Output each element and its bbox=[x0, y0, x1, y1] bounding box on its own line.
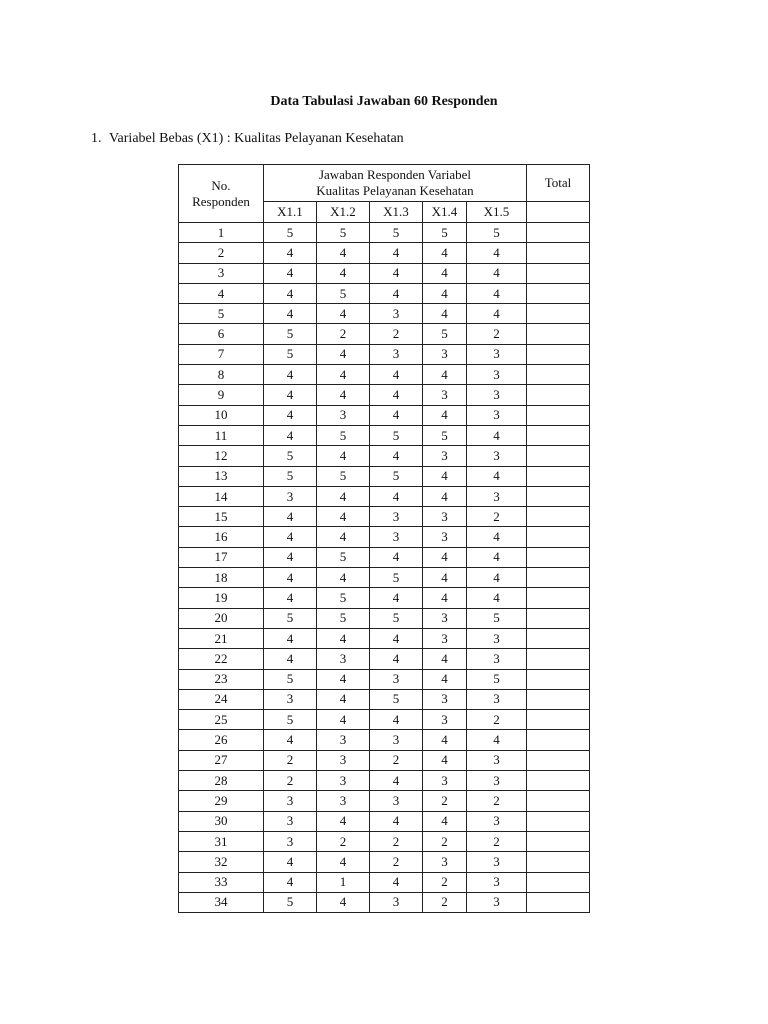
cell-total bbox=[527, 872, 590, 892]
cell-respondent-no: 4 bbox=[179, 283, 264, 303]
cell-x1-4: 2 bbox=[423, 791, 467, 811]
cell-respondent-no: 31 bbox=[179, 831, 264, 851]
cell-total bbox=[527, 425, 590, 445]
cell-respondent-no: 7 bbox=[179, 344, 264, 364]
table-row bbox=[179, 730, 590, 750]
section-title: Variabel Bebas (X1) : Kualitas Pelayanan Kesehatan bbox=[109, 131, 404, 146]
cell-x1-1: 5 bbox=[264, 344, 317, 364]
cell-x1-4: 4 bbox=[423, 283, 467, 303]
cell-x1-2: 4 bbox=[317, 527, 370, 547]
cell-x1-5: 3 bbox=[467, 344, 527, 364]
cell-x1-3: 3 bbox=[370, 304, 423, 324]
cell-x1-5: 4 bbox=[467, 263, 527, 283]
cell-x1-3: 4 bbox=[370, 811, 423, 831]
table-row bbox=[179, 588, 590, 608]
header-col-x1-3: X1.3 bbox=[370, 202, 423, 223]
cell-x1-4: 3 bbox=[423, 527, 467, 547]
cell-x1-5: 3 bbox=[467, 689, 527, 709]
header-group-line2: Kualitas Pelayanan Kesehatan bbox=[316, 183, 474, 198]
cell-x1-5: 4 bbox=[467, 730, 527, 750]
table-row bbox=[179, 628, 590, 648]
cell-respondent-no: 28 bbox=[179, 771, 264, 791]
cell-respondent-no: 17 bbox=[179, 547, 264, 567]
cell-x1-3: 4 bbox=[370, 547, 423, 567]
cell-x1-5: 3 bbox=[467, 750, 527, 770]
cell-x1-3: 4 bbox=[370, 872, 423, 892]
cell-x1-5: 3 bbox=[467, 811, 527, 831]
table-row bbox=[179, 223, 590, 243]
cell-x1-5: 3 bbox=[467, 385, 527, 405]
cell-x1-2: 4 bbox=[317, 446, 370, 466]
table-row bbox=[179, 811, 590, 831]
cell-x1-2: 4 bbox=[317, 304, 370, 324]
cell-total bbox=[527, 588, 590, 608]
cell-total bbox=[527, 507, 590, 527]
table-row bbox=[179, 750, 590, 770]
cell-x1-3: 2 bbox=[370, 750, 423, 770]
cell-respondent-no: 16 bbox=[179, 527, 264, 547]
table-row bbox=[179, 669, 590, 689]
cell-x1-5: 3 bbox=[467, 486, 527, 506]
cell-x1-3: 4 bbox=[370, 649, 423, 669]
cell-x1-2: 3 bbox=[317, 649, 370, 669]
cell-x1-1: 5 bbox=[264, 710, 317, 730]
cell-x1-1: 4 bbox=[264, 527, 317, 547]
cell-x1-4: 4 bbox=[423, 486, 467, 506]
cell-x1-2: 5 bbox=[317, 425, 370, 445]
cell-respondent-no: 3 bbox=[179, 263, 264, 283]
cell-x1-3: 4 bbox=[370, 365, 423, 385]
cell-total bbox=[527, 365, 590, 385]
table-row bbox=[179, 791, 590, 811]
table-row bbox=[179, 304, 590, 324]
cell-x1-3: 3 bbox=[370, 507, 423, 527]
cell-total bbox=[527, 771, 590, 791]
cell-total bbox=[527, 608, 590, 628]
cell-x1-1: 5 bbox=[264, 466, 317, 486]
cell-x1-2: 4 bbox=[317, 669, 370, 689]
cell-x1-4: 3 bbox=[423, 771, 467, 791]
cell-total bbox=[527, 791, 590, 811]
cell-x1-2: 3 bbox=[317, 791, 370, 811]
responses-table bbox=[178, 164, 590, 913]
cell-x1-4: 4 bbox=[423, 730, 467, 750]
cell-x1-2: 4 bbox=[317, 385, 370, 405]
cell-total bbox=[527, 568, 590, 588]
cell-x1-1: 4 bbox=[264, 283, 317, 303]
cell-total bbox=[527, 243, 590, 263]
cell-x1-1: 5 bbox=[264, 446, 317, 466]
cell-x1-4: 4 bbox=[423, 811, 467, 831]
cell-total bbox=[527, 223, 590, 243]
cell-x1-1: 4 bbox=[264, 852, 317, 872]
cell-x1-5: 3 bbox=[467, 365, 527, 385]
cell-x1-5: 3 bbox=[467, 405, 527, 425]
table-row bbox=[179, 892, 590, 912]
cell-respondent-no: 20 bbox=[179, 608, 264, 628]
cell-x1-5: 3 bbox=[467, 872, 527, 892]
cell-x1-5: 4 bbox=[467, 283, 527, 303]
cell-x1-3: 2 bbox=[370, 831, 423, 851]
header-col-x1-1: X1.1 bbox=[264, 202, 317, 223]
cell-x1-3: 5 bbox=[370, 425, 423, 445]
header-col-x1-5: X1.5 bbox=[467, 202, 527, 223]
cell-x1-2: 3 bbox=[317, 771, 370, 791]
cell-total bbox=[527, 750, 590, 770]
cell-x1-5: 2 bbox=[467, 791, 527, 811]
cell-x1-3: 5 bbox=[370, 568, 423, 588]
cell-x1-1: 4 bbox=[264, 507, 317, 527]
cell-x1-3: 4 bbox=[370, 771, 423, 791]
cell-x1-1: 5 bbox=[264, 608, 317, 628]
header-respondent-no-line2: Responden bbox=[192, 193, 250, 209]
table-row bbox=[179, 649, 590, 669]
table-row bbox=[179, 568, 590, 588]
cell-x1-2: 4 bbox=[317, 811, 370, 831]
cell-x1-4: 3 bbox=[423, 852, 467, 872]
cell-x1-5: 2 bbox=[467, 710, 527, 730]
cell-total bbox=[527, 263, 590, 283]
cell-x1-5: 3 bbox=[467, 771, 527, 791]
cell-x1-4: 4 bbox=[423, 466, 467, 486]
cell-x1-1: 4 bbox=[264, 649, 317, 669]
cell-x1-4: 5 bbox=[423, 425, 467, 445]
table-row bbox=[179, 852, 590, 872]
cell-total bbox=[527, 283, 590, 303]
cell-x1-1: 4 bbox=[264, 588, 317, 608]
cell-total bbox=[527, 304, 590, 324]
cell-x1-2: 4 bbox=[317, 710, 370, 730]
cell-respondent-no: 9 bbox=[179, 385, 264, 405]
table-row bbox=[179, 344, 590, 364]
cell-respondent-no: 8 bbox=[179, 365, 264, 385]
cell-respondent-no: 5 bbox=[179, 304, 264, 324]
cell-x1-2: 1 bbox=[317, 872, 370, 892]
cell-x1-4: 3 bbox=[423, 385, 467, 405]
cell-x1-3: 3 bbox=[370, 892, 423, 912]
cell-x1-1: 4 bbox=[264, 243, 317, 263]
cell-x1-2: 4 bbox=[317, 243, 370, 263]
cell-total bbox=[527, 628, 590, 648]
cell-x1-3: 4 bbox=[370, 263, 423, 283]
cell-respondent-no: 2 bbox=[179, 243, 264, 263]
cell-total bbox=[527, 669, 590, 689]
cell-total bbox=[527, 831, 590, 851]
cell-respondent-no: 13 bbox=[179, 466, 264, 486]
cell-respondent-no: 1 bbox=[179, 223, 264, 243]
cell-x1-4: 4 bbox=[423, 649, 467, 669]
cell-x1-5: 4 bbox=[467, 527, 527, 547]
cell-x1-5: 3 bbox=[467, 892, 527, 912]
cell-x1-3: 4 bbox=[370, 710, 423, 730]
table-row bbox=[179, 507, 590, 527]
cell-x1-4: 2 bbox=[423, 892, 467, 912]
cell-respondent-no: 14 bbox=[179, 486, 264, 506]
cell-total bbox=[527, 466, 590, 486]
table-row bbox=[179, 710, 590, 730]
cell-x1-3: 4 bbox=[370, 588, 423, 608]
cell-x1-5: 4 bbox=[467, 547, 527, 567]
cell-x1-2: 5 bbox=[317, 547, 370, 567]
cell-x1-3: 4 bbox=[370, 243, 423, 263]
cell-respondent-no: 21 bbox=[179, 628, 264, 648]
cell-total bbox=[527, 527, 590, 547]
cell-x1-2: 4 bbox=[317, 892, 370, 912]
header-col-x1-2: X1.2 bbox=[317, 202, 370, 223]
cell-total bbox=[527, 405, 590, 425]
table-row bbox=[179, 527, 590, 547]
cell-x1-1: 3 bbox=[264, 811, 317, 831]
cell-x1-2: 5 bbox=[317, 588, 370, 608]
cell-respondent-no: 25 bbox=[179, 710, 264, 730]
cell-respondent-no: 6 bbox=[179, 324, 264, 344]
cell-x1-2: 4 bbox=[317, 628, 370, 648]
total-blank-cell bbox=[527, 202, 590, 223]
cell-x1-1: 5 bbox=[264, 892, 317, 912]
cell-total bbox=[527, 446, 590, 466]
cell-x1-3: 4 bbox=[370, 283, 423, 303]
cell-x1-5: 3 bbox=[467, 852, 527, 872]
cell-total bbox=[527, 547, 590, 567]
cell-x1-4: 5 bbox=[423, 223, 467, 243]
cell-x1-3: 3 bbox=[370, 344, 423, 364]
cell-respondent-no: 26 bbox=[179, 730, 264, 750]
cell-x1-2: 3 bbox=[317, 750, 370, 770]
cell-respondent-no: 30 bbox=[179, 811, 264, 831]
cell-x1-3: 2 bbox=[370, 324, 423, 344]
cell-respondent-no: 32 bbox=[179, 852, 264, 872]
cell-x1-4: 4 bbox=[423, 588, 467, 608]
cell-x1-5: 3 bbox=[467, 446, 527, 466]
cell-x1-1: 4 bbox=[264, 872, 317, 892]
table-row bbox=[179, 425, 590, 445]
cell-x1-1: 4 bbox=[264, 405, 317, 425]
cell-x1-2: 3 bbox=[317, 730, 370, 750]
cell-x1-2: 5 bbox=[317, 608, 370, 628]
table-row bbox=[179, 872, 590, 892]
cell-x1-5: 5 bbox=[467, 669, 527, 689]
cell-respondent-no: 19 bbox=[179, 588, 264, 608]
header-respondent-no-line1: No. bbox=[211, 177, 231, 193]
cell-x1-2: 4 bbox=[317, 486, 370, 506]
cell-x1-4: 3 bbox=[423, 689, 467, 709]
cell-x1-5: 4 bbox=[467, 568, 527, 588]
header-variable-group bbox=[264, 165, 527, 202]
cell-x1-2: 2 bbox=[317, 324, 370, 344]
cell-x1-4: 4 bbox=[423, 568, 467, 588]
cell-x1-2: 4 bbox=[317, 344, 370, 364]
cell-total bbox=[527, 892, 590, 912]
cell-x1-1: 2 bbox=[264, 771, 317, 791]
cell-total bbox=[527, 852, 590, 872]
table-row bbox=[179, 831, 590, 851]
cell-total bbox=[527, 385, 590, 405]
cell-x1-5: 4 bbox=[467, 588, 527, 608]
table-row bbox=[179, 243, 590, 263]
cell-x1-4: 4 bbox=[423, 547, 467, 567]
cell-x1-3: 4 bbox=[370, 446, 423, 466]
cell-x1-2: 3 bbox=[317, 405, 370, 425]
cell-x1-4: 4 bbox=[423, 750, 467, 770]
cell-x1-5: 2 bbox=[467, 831, 527, 851]
cell-x1-3: 3 bbox=[370, 791, 423, 811]
cell-respondent-no: 23 bbox=[179, 669, 264, 689]
cell-x1-4: 5 bbox=[423, 324, 467, 344]
cell-x1-3: 5 bbox=[370, 608, 423, 628]
cell-x1-1: 5 bbox=[264, 223, 317, 243]
cell-x1-3: 2 bbox=[370, 852, 423, 872]
cell-respondent-no: 12 bbox=[179, 446, 264, 466]
cell-x1-2: 4 bbox=[317, 507, 370, 527]
cell-total bbox=[527, 710, 590, 730]
section-number: 1. bbox=[91, 131, 102, 146]
table-row bbox=[179, 405, 590, 425]
cell-x1-1: 3 bbox=[264, 689, 317, 709]
cell-x1-4: 3 bbox=[423, 710, 467, 730]
cell-x1-3: 3 bbox=[370, 730, 423, 750]
cell-respondent-no: 33 bbox=[179, 872, 264, 892]
cell-respondent-no: 18 bbox=[179, 568, 264, 588]
cell-x1-5: 5 bbox=[467, 608, 527, 628]
cell-x1-1: 4 bbox=[264, 263, 317, 283]
table-row bbox=[179, 283, 590, 303]
cell-respondent-no: 15 bbox=[179, 507, 264, 527]
cell-x1-3: 4 bbox=[370, 405, 423, 425]
cell-x1-4: 3 bbox=[423, 446, 467, 466]
cell-x1-3: 3 bbox=[370, 527, 423, 547]
cell-total bbox=[527, 649, 590, 669]
header-col-x1-4: X1.4 bbox=[423, 202, 467, 223]
document-title: Data Tabulasi Jawaban 60 Responden bbox=[270, 94, 498, 109]
table-row bbox=[179, 547, 590, 567]
cell-x1-1: 4 bbox=[264, 730, 317, 750]
cell-total bbox=[527, 811, 590, 831]
header-respondent-no bbox=[179, 165, 264, 223]
table-row bbox=[179, 385, 590, 405]
cell-x1-1: 2 bbox=[264, 750, 317, 770]
table-row bbox=[179, 689, 590, 709]
cell-respondent-no: 22 bbox=[179, 649, 264, 669]
cell-x1-4: 4 bbox=[423, 405, 467, 425]
cell-x1-2: 5 bbox=[317, 466, 370, 486]
table-row bbox=[179, 771, 590, 791]
cell-total bbox=[527, 486, 590, 506]
cell-x1-4: 4 bbox=[423, 669, 467, 689]
cell-respondent-no: 27 bbox=[179, 750, 264, 770]
section-heading bbox=[91, 129, 404, 149]
header-total: Total bbox=[527, 165, 590, 202]
cell-x1-5: 2 bbox=[467, 324, 527, 344]
cell-x1-1: 4 bbox=[264, 385, 317, 405]
cell-x1-1: 3 bbox=[264, 831, 317, 851]
cell-x1-3: 4 bbox=[370, 628, 423, 648]
cell-x1-5: 2 bbox=[467, 507, 527, 527]
cell-x1-1: 4 bbox=[264, 568, 317, 588]
cell-x1-2: 4 bbox=[317, 263, 370, 283]
cell-x1-4: 4 bbox=[423, 263, 467, 283]
cell-x1-4: 4 bbox=[423, 304, 467, 324]
cell-x1-1: 4 bbox=[264, 304, 317, 324]
table-row bbox=[179, 324, 590, 344]
cell-total bbox=[527, 344, 590, 364]
table-row bbox=[179, 365, 590, 385]
cell-x1-5: 3 bbox=[467, 649, 527, 669]
cell-x1-4: 3 bbox=[423, 608, 467, 628]
cell-x1-5: 4 bbox=[467, 425, 527, 445]
table-header-row bbox=[179, 165, 590, 202]
cell-x1-1: 5 bbox=[264, 324, 317, 344]
table-row bbox=[179, 466, 590, 486]
cell-x1-5: 4 bbox=[467, 243, 527, 263]
table-row bbox=[179, 263, 590, 283]
cell-x1-4: 2 bbox=[423, 872, 467, 892]
table-row bbox=[179, 446, 590, 466]
cell-x1-3: 4 bbox=[370, 385, 423, 405]
cell-respondent-no: 10 bbox=[179, 405, 264, 425]
cell-x1-1: 4 bbox=[264, 365, 317, 385]
cell-x1-2: 4 bbox=[317, 852, 370, 872]
cell-x1-2: 4 bbox=[317, 568, 370, 588]
cell-x1-2: 4 bbox=[317, 365, 370, 385]
cell-x1-2: 5 bbox=[317, 283, 370, 303]
header-group-line1: Jawaban Responden Variabel bbox=[318, 167, 472, 182]
cell-x1-4: 3 bbox=[423, 344, 467, 364]
cell-x1-3: 5 bbox=[370, 689, 423, 709]
cell-total bbox=[527, 730, 590, 750]
cell-x1-3: 5 bbox=[370, 223, 423, 243]
cell-x1-1: 3 bbox=[264, 791, 317, 811]
table-row bbox=[179, 608, 590, 628]
cell-x1-3: 4 bbox=[370, 486, 423, 506]
cell-x1-1: 4 bbox=[264, 628, 317, 648]
cell-x1-2: 4 bbox=[317, 689, 370, 709]
cell-x1-5: 4 bbox=[467, 304, 527, 324]
cell-total bbox=[527, 324, 590, 344]
cell-total bbox=[527, 689, 590, 709]
cell-x1-5: 3 bbox=[467, 628, 527, 648]
cell-x1-5: 5 bbox=[467, 223, 527, 243]
cell-x1-1: 4 bbox=[264, 425, 317, 445]
cell-x1-5: 4 bbox=[467, 466, 527, 486]
cell-x1-3: 3 bbox=[370, 669, 423, 689]
cell-x1-4: 4 bbox=[423, 243, 467, 263]
cell-x1-2: 2 bbox=[317, 831, 370, 851]
cell-respondent-no: 29 bbox=[179, 791, 264, 811]
table-row bbox=[179, 486, 590, 506]
cell-x1-1: 5 bbox=[264, 669, 317, 689]
cell-x1-4: 2 bbox=[423, 831, 467, 851]
cell-x1-1: 4 bbox=[264, 547, 317, 567]
cell-x1-3: 5 bbox=[370, 466, 423, 486]
cell-x1-4: 3 bbox=[423, 628, 467, 648]
cell-respondent-no: 11 bbox=[179, 425, 264, 445]
cell-x1-1: 3 bbox=[264, 486, 317, 506]
cell-respondent-no: 34 bbox=[179, 892, 264, 912]
cell-x1-4: 4 bbox=[423, 365, 467, 385]
cell-x1-2: 5 bbox=[317, 223, 370, 243]
cell-respondent-no: 24 bbox=[179, 689, 264, 709]
cell-x1-4: 3 bbox=[423, 507, 467, 527]
